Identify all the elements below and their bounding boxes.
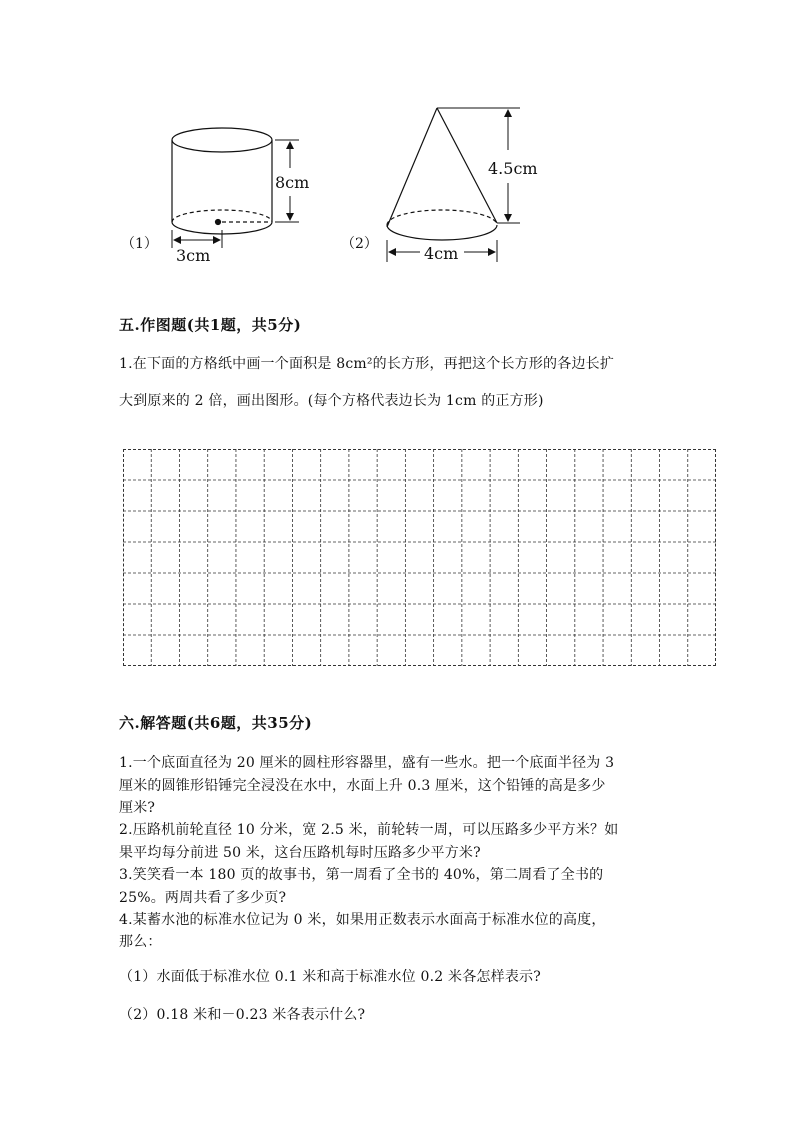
geometry-figures (0, 0, 794, 290)
q4-sub1: （1）水面低于标准水位 0.1 米和高于标准水位 0.2 米各怎样表示? (119, 969, 541, 985)
q-line: 厘米? (119, 800, 156, 816)
section5-question-line-1: 1.在下面的方格纸中画一个面积是 8cm²的长方形，再把这个长方形的各边长扩 (119, 356, 615, 372)
cylinder-figure (172, 128, 272, 234)
q-line: 厘米的圆锥形铅锤完全浸没在水中，水面上升 0.3 厘米，这个铅锤的高是多少 (119, 778, 606, 794)
q-line: 那么： (119, 934, 162, 950)
q-line: 25%。两周共看了多少页? (119, 890, 287, 906)
q-line: 4.某蓄水池的标准水位记为 0 米，如果用正数表示水面高于标准水位的高度， (119, 912, 606, 928)
graph-paper-grid[interactable] (123, 449, 716, 666)
q-line: 果平均每分前进 50 米，这台压路机每时压路多少平方米? (119, 845, 481, 861)
cone-index-label: （2） (341, 236, 378, 252)
cone-height-label: 4.5cm (488, 159, 538, 178)
section5-title: 五.作图题(共1题，共5分) (119, 316, 302, 334)
grid-lines (123, 449, 716, 666)
cylinder-radius-label: 3cm (176, 246, 211, 265)
section5-question-line-2: 大到原来的 2 倍，画出图形。(每个方格代表边长为 1cm 的正方形) (119, 393, 544, 409)
cone-diameter-label: 4cm (424, 244, 459, 263)
cylinder-height-label: 8cm (275, 173, 310, 192)
q-line: 1.一个底面直径为 20 厘米的圆柱形容器里，盛有一些水。把一个底面半径为 3 (119, 755, 615, 771)
q-line: 3.笑笑看一本 180 页的故事书，第一周看了全书的 40%，第二周看了全书的 (119, 867, 604, 883)
section6-title: 六.解答题(共6题，共35分) (119, 714, 313, 732)
cone-figure (387, 108, 497, 240)
q4-sub2: （2）0.18 米和－0.23 米各表示什么? (119, 1007, 366, 1023)
q-line: 2.压路机前轮直径 10 分米，宽 2.5 米，前轮转一周，可以压路多少平方米？如 (119, 822, 619, 838)
cylinder-index-label: （1） (121, 236, 158, 252)
